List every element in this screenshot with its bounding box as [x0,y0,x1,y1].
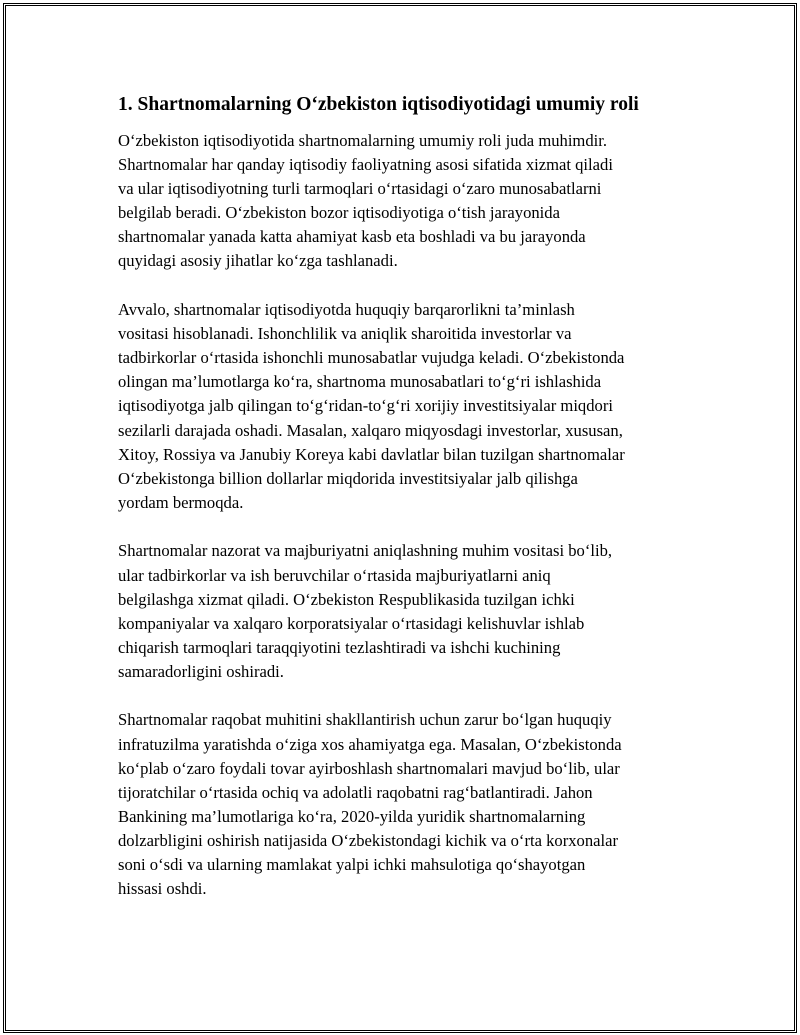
text-line: sezilarli darajada oshadi. Masalan, xalqaro miqyosdagi investorlar, xususan, [118,420,623,440]
text-line: Shartnomalar nazorat va majburiyatni aniqlashning muhim vositasi bo‘lib, [118,541,613,561]
text-line: soni o‘sdi va ularning mamlakat yalpi ichki mahsulotiga qo‘shayotgan [118,855,586,875]
text-line: samaradorligini oshiradi. [118,661,284,681]
text-line: Shartnomalar raqobat muhitini shakllantirish uchun zarur bo‘lgan huquqiy [118,710,612,730]
text-line: O‘zbekistonga billion dollarlar miqdorida investitsiyalar jalb qilishga [118,468,578,488]
document-body [118,92,693,926]
text-line: yordam bermoqda. [118,492,244,512]
text-line: iqtisodiyotga jalb qilingan to‘g‘ridan-to‘g‘ri xorijiy investitsiyalar miqdori [118,396,613,416]
text-line: belgilashga xizmat qiladi. O‘zbekiston Respublikasida tuzilgan ichki [118,589,575,609]
text-line: Bankining ma’lumotlariga ko‘ra, 2020-yilda yuridik shartnomalarning [118,806,586,826]
text-line: quyidagi asosiy jihatlar ko‘zga tashlanadi. [118,251,398,271]
text-line: O‘zbekiston iqtisodiyotida shartnomalarning umumiy roli juda muhimdir. [118,131,607,150]
text-line: va ular iqtisodiyotning turli tarmoqlari o‘rtasidagi o‘zaro munosabatlarni [118,179,602,199]
text-line: olingan ma’lumotlarga ko‘ra, shartnoma munosabatlari to‘g‘ri ishlashida [118,372,602,392]
text-line: vositasi hisoblanadi. Ishonchlilik va aniqlik sharoitida investorlar va [118,324,572,344]
text-line: kompaniyalar va xalqaro korporatsiyalar o‘rtasidagi kelishuvlar ishlab [118,613,585,633]
text-line: chiqarish tarmoqlari taraqqiyotini tezlashtiradi va ishchi kuchining [118,637,561,657]
paragraph-4 [118,708,693,901]
text-line: ko‘plab o‘zaro foydali tovar ayirboshlash shartnomalari mavjud bo‘lib, ular [118,758,620,778]
text-line: infratuzilma yaratishda o‘ziga xos ahamiyatga ega. Masalan, O‘zbekistonda [118,734,622,754]
text-line: Avvalo, shartnomalar iqtisodiyotda huquqiy barqarorlikni ta’minlash [118,300,575,320]
paragraph-3 [118,539,693,684]
text-line: tijoratchilar o‘rtasida ochiq va adolatli raqobatni rag‘batlantiradi. Jahon [118,782,593,802]
text-line: belgilab beradi. O‘zbekiston bozor iqtisodiyotiga o‘tish jarayonida [118,203,560,223]
section-heading: 1. Shartnomalarning O‘zbekiston iqtisodiyotidagi umumiy roli [118,94,639,115]
text-line: ular tadbirkorlar va ish beruvchilar o‘rtasida majburiyatlarni aniq [118,565,551,585]
text-line: shartnomalar yanada katta ahamiyat kasb eta boshladi va bu jarayonda [118,227,586,247]
text-line: tadbirkorlar o‘rtasida ishonchli munosabatlar vujudga keladi. O‘zbekistonda [118,348,625,368]
text-line: Xitoy, Rossiya va Janubiy Koreya kabi davlatlar bilan tuzilgan shartnomalar [118,444,625,464]
paragraph-2 [118,298,693,515]
paragraph-1 [118,129,693,274]
text-line: dolzarbligini oshirish natijasida O‘zbekistondagi kichik va o‘rta korxonalar [118,830,618,850]
text-line: Shartnomalar har qanday iqtisodiy faoliyatning asosi sifatida xizmat qiladi [118,155,613,175]
text-line: hissasi oshdi. [118,879,207,899]
